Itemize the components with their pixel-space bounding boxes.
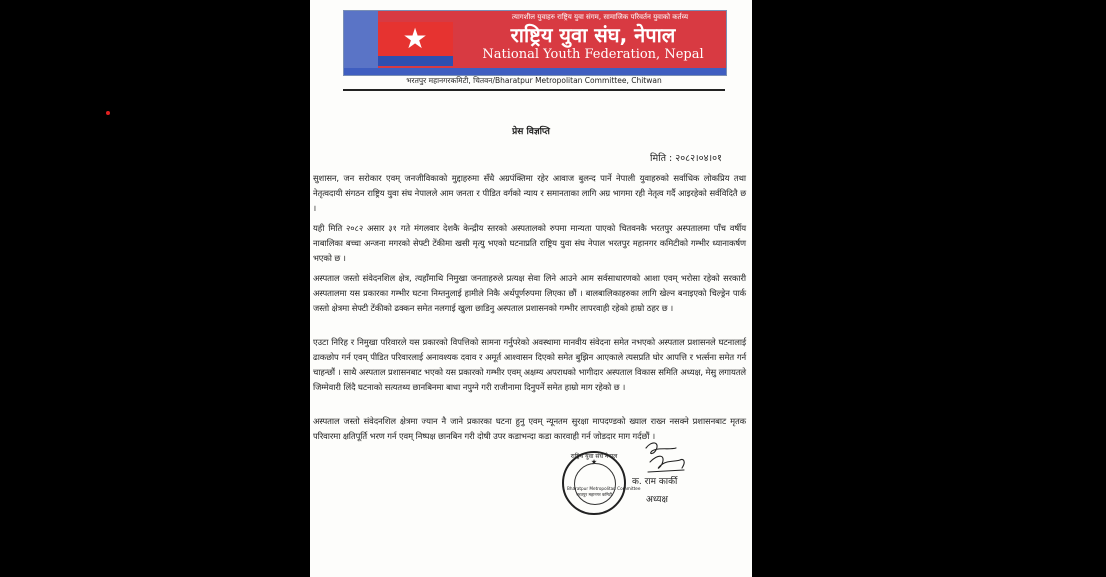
paragraph-2: यही मिति २०८२ असार ३१ गते मंगलवार देशकै केन्द्रीय स्तरको अस्पतालको रुपमा मान्यता पाएको चितवनकै भरतपुर अस्पतालमा पाँच वर्षीय नाबालिका बच्चा अन्जना मगरको सेफ्टी टेंकीमा खसी मृत्यु भएको घटनाप्रति राष्ट्रिय युवा संघ नेपाल भरतपुर महानगर कमिटीको गम्भीर ध्यानाकर्षण भएको छ । xyxy=(313,223,746,263)
banner-blue-band xyxy=(344,68,726,75)
banner-blue-strip xyxy=(344,11,378,75)
stamp-top-text: राष्ट्रिय युवा संघ नेपाल xyxy=(570,453,618,460)
stamp-english-text: Bharatpur Metropolitan Committee xyxy=(567,486,641,491)
paragraph-1: सुशासन, जन सरोकार एवम् जनजीविकाको मुद्दाहरुमा सँधै अग्रपंक्तिमा रहेर आवाज बुलन्द पार्ने नेपाली युवाहरुको सर्वाधिक लोकप्रिय तथा नेतृत्वदायी संगठन राष्ट्रिय युवा संघ नेपालले आम जनता र पीडित वर्गको न्याय र समानताका लागि अग्र भागमा रही नेतृत्व गर्दै आइरहेको सर्वविदितै छ । xyxy=(313,173,746,213)
organization-name-english: National Youth Federation, Nepal xyxy=(482,47,704,62)
handwritten-signature xyxy=(640,438,690,478)
letterhead-banner xyxy=(343,10,727,76)
official-stamp xyxy=(562,451,641,515)
star-icon: ★ xyxy=(402,22,428,55)
flag-logo xyxy=(378,22,453,66)
signer-position: अध्यक्ष xyxy=(646,495,668,505)
letterhead-divider xyxy=(343,89,725,91)
stamp-star-icon: ★ xyxy=(590,458,598,466)
paragraph-5: अस्पताल जस्तो संवेदनशिल क्षेत्रमा ज्यान नै जाने प्रकारका घटना हुनु एवम् न्यूनतम सुरक्षा मापदण्डको ख्याल राख्न नसक्ने प्रशासनबाट मृतक परिवारमा क्षतिपूर्ति भरण गर्न एवम् निष्पक्ष छानबिन गरी दोषी उपर कडाभन्दा कडा कारवाही गर्न जोडदार माग गर्दछौं । xyxy=(313,416,746,441)
press-release-document xyxy=(310,0,752,577)
document-heading: प्रेस विज्ञप्ति xyxy=(512,127,550,137)
letterhead-tagline: त्यागशील युवाहरु राष्ट्रिय युवा संगम, सामाजिक परिवर्तन युवाको कर्तव्य xyxy=(511,13,689,21)
stamp-nepali-text: भरतपुर महानगर कमिटी xyxy=(575,492,612,497)
committee-line: भरतपुर महानगरकमिटी, चितवन/Bharatpur Metropolitan Committee, Chitwan xyxy=(406,76,662,85)
red-cursor-dot xyxy=(106,111,110,115)
paragraph-3: अस्पताल जस्तो संवेदनशिल क्षेत्र, त्यहाँमाथि निमुखा जनताहरुले प्रत्यक्ष सेवा लिने आउने आम सर्वसाधारणको आशा एवम् भरोसा रहेको सरकारी अस्पतालमा यस प्रकारका गम्भीर घटना निम्तनुलाई हामीले निकै अर्थपूर्णरुपमा लिएका छौं । बालबालिकाहरुका लागि खेल्न बनाइएको चिल्ड्रेन पार्क जस्तो क्षेत्रमा सेफ्टी टेंकीको ढक्कन समेत नलगाई खुला छाडिनु अस्पताल प्रशासनको गम्भीर लापरवाही रहेको हाम्रो ठहर छ । xyxy=(313,273,746,313)
paragraph-4: एउटा निरिह र निमुखा परिवारले यस प्रकारको विपत्तिको सामना गर्नुपरेको अवस्थामा मानवीय संवेदना समेत नभएको अस्पताल प्रशासनले घटनालाई ढाकछोप गर्न एवम् पीडित परिवारलाई अनावश्यक दवाव र अमूर्त आश्वासन दिएको समेत बुझिन आएकाले त्यसप्रति घोर आपत्ति र भर्त्सना समेत गर्न चाहन्छौं । साथै अस्पताल प्रशासनबाट भएको यस प्रकारको गम्भीर एवम् अक्षम्य अपराधको भागीदार अस्पताल विकास समिति अध्यक्ष, मेसु लगायतले जिम्मेवारी लिंदै घटनाको सत्यतथ्य छानबिनमा बाधा नपुग्ने गरी राजीनामा दिनुपर्ने समेत हाम्रो माग रहेको छ । xyxy=(313,337,746,392)
organization-name-nepali: राष्ट्रिय युवा संघ, नेपाल xyxy=(510,23,676,47)
document-date: मिति : २०८२।०४।०१ xyxy=(650,153,722,164)
signer-name: क. राम कार्की xyxy=(632,477,678,487)
